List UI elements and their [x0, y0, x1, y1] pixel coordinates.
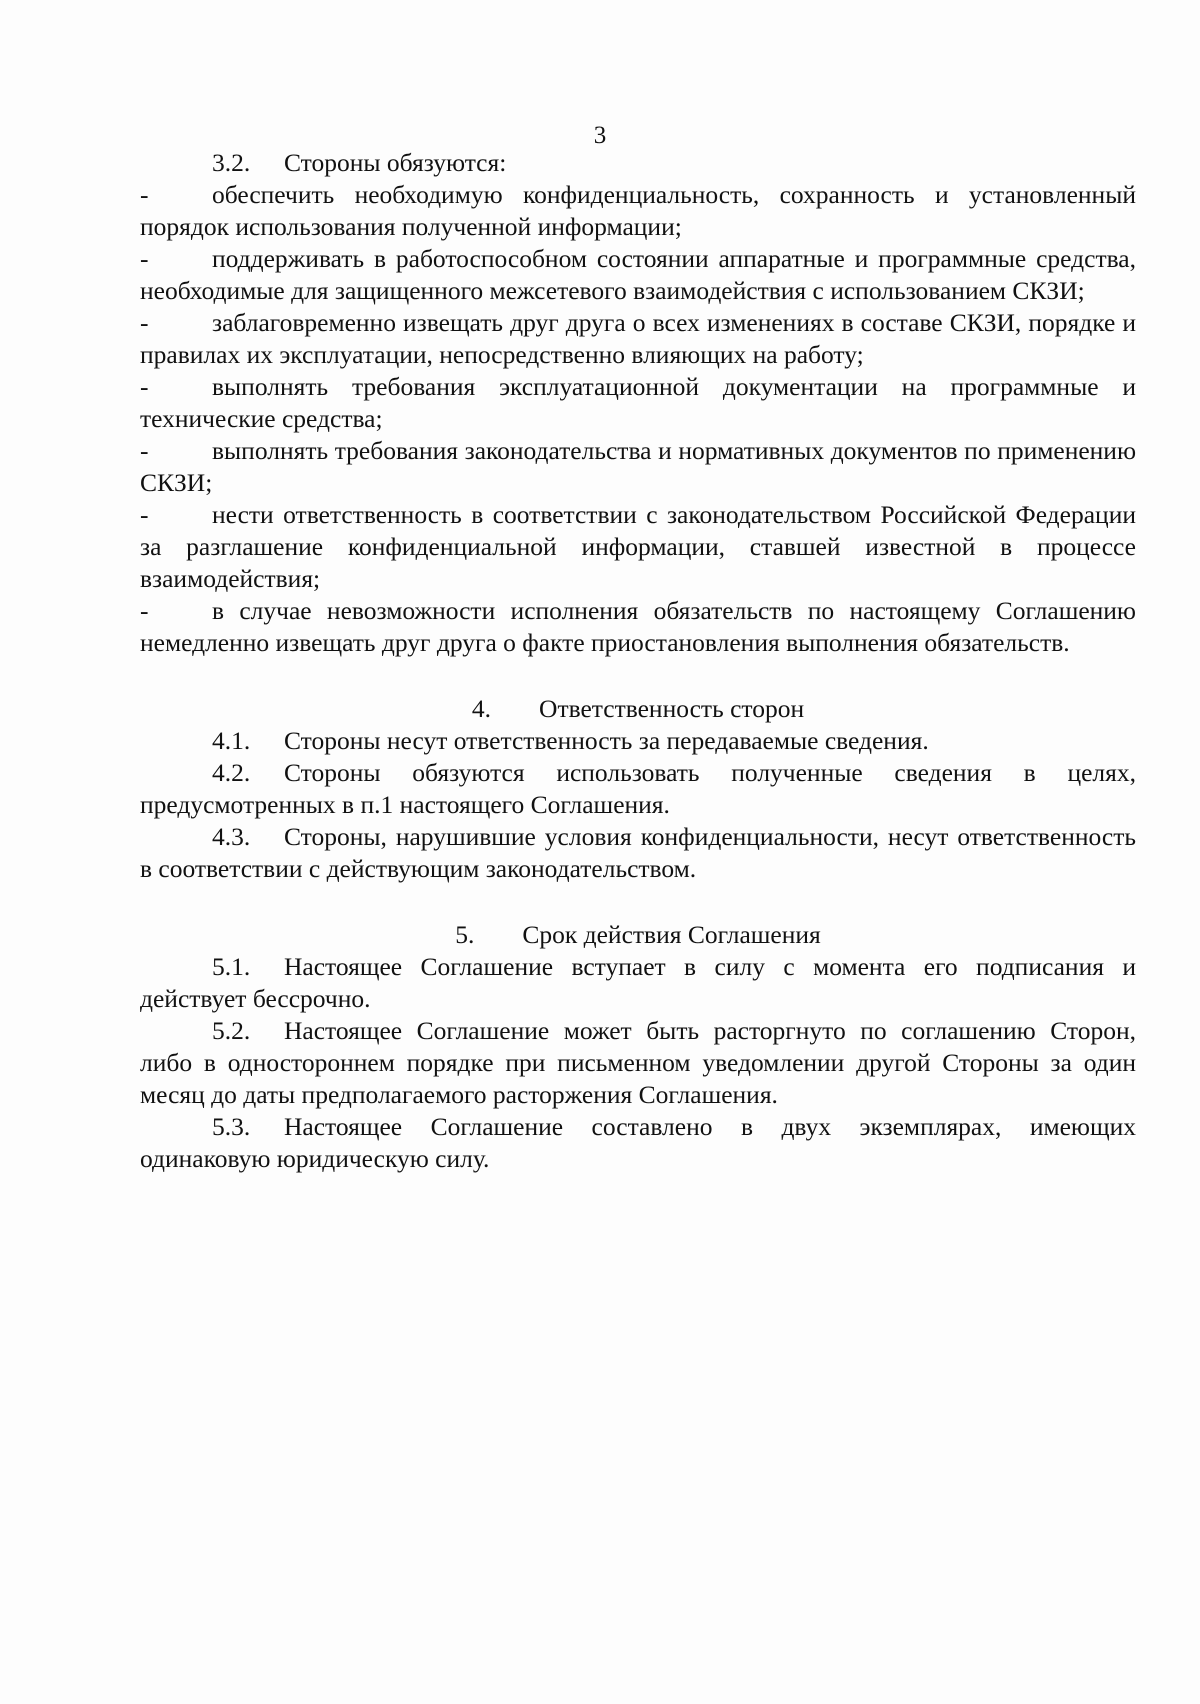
clause-number: 3.2. [212, 148, 251, 177]
obligation-text: выполнять требования законодательства и нормативных документов по применению СКЗИ; [140, 436, 1136, 497]
clause-text: Стороны обязуются: [284, 148, 507, 177]
clause-text: Стороны обязуются использовать полученные сведения в целях, предусмотренных в п.1 настоящего Соглашения. [140, 758, 1136, 819]
page-number: 3 [593, 122, 607, 149]
clause-4-2 [140, 757, 1136, 821]
clause-number: 5.2. [212, 1016, 251, 1045]
obligation-text: нести ответственность в соответствии с законодательством Российской Федерации за разглашение конфиденциальной информации, ставшей известной в процессе взаимодействия; [140, 500, 1136, 593]
clause-number: 5.1. [212, 952, 251, 981]
clause-text: Стороны несут ответственность за передаваемые сведения. [284, 726, 929, 755]
obligation-text: обеспечить необходимую конфиденциальность, сохранность и установленный порядок использования полученной информации; [140, 180, 1136, 241]
section-spacer [140, 659, 1136, 693]
dash-mark: - [140, 372, 149, 401]
obligation-text: выполнять требования эксплуатационной документации на программные и технические средства; [140, 372, 1136, 433]
obligation-item [140, 595, 1136, 659]
section-4-heading [140, 693, 1136, 725]
obligation-item [140, 499, 1136, 595]
clause-number: 4.2. [212, 758, 251, 787]
obligation-item [140, 371, 1136, 435]
obligation-text: поддерживать в работоспособном состоянии аппаратные и программные средства, необходимые для защищенного межсетевого взаимодействия с использованием СКЗИ; [140, 244, 1136, 305]
clause-text: Настоящее Соглашение может быть расторгнуто по соглашению Сторон, либо в одностороннем порядке при письменном уведомлении другой Стороны за один месяц до даты предполагаемого расторжения Соглашения. [140, 1016, 1136, 1109]
clause-4-1 [140, 725, 1136, 757]
section-number: 4. [471, 694, 492, 723]
obligation-item [140, 179, 1136, 243]
section-title: Срок действия Соглашения [522, 920, 821, 949]
clause-5-3 [140, 1111, 1136, 1175]
clause-text: Стороны, нарушившие условия конфиденциальности, несут ответственность в соответствии с действующим законодательством. [140, 822, 1136, 883]
document-body [140, 147, 1136, 1175]
dash-mark: - [140, 244, 149, 273]
dash-mark: - [140, 500, 149, 529]
dash-mark: - [140, 436, 149, 465]
clause-4-3 [140, 821, 1136, 885]
dash-mark: - [140, 308, 149, 337]
clause-3-2 [140, 147, 1136, 179]
dash-mark: - [140, 180, 149, 209]
obligation-item [140, 243, 1136, 307]
section-spacer [140, 885, 1136, 919]
section-title: Ответственность сторон [539, 694, 805, 723]
clause-text: Настоящее Соглашение вступает в силу с момента его подписания и действует бессрочно. [140, 952, 1136, 1013]
section-5-heading [140, 919, 1136, 951]
obligation-item [140, 307, 1136, 371]
clause-number: 4.1. [212, 726, 251, 755]
obligation-text: в случае невозможности исполнения обязательств по настоящему Соглашению немедленно извещать друг друга о факте приостановления выполнения обязательств. [140, 596, 1136, 657]
clause-5-2 [140, 1015, 1136, 1111]
clause-number: 5.3. [212, 1112, 251, 1141]
dash-mark: - [140, 596, 149, 625]
section-number: 5. [455, 920, 475, 949]
obligation-text: заблаговременно извещать друг друга о всех изменениях в составе СКЗИ, порядке и правилах их эксплуатации, непосредственно влияющих на работу; [140, 308, 1136, 369]
obligation-item [140, 435, 1136, 499]
clause-number: 4.3. [212, 822, 251, 851]
clause-5-1 [140, 951, 1136, 1015]
clause-text: Настоящее Соглашение составлено в двух экземплярах, имеющих одинаковую юридическую силу. [140, 1112, 1136, 1173]
